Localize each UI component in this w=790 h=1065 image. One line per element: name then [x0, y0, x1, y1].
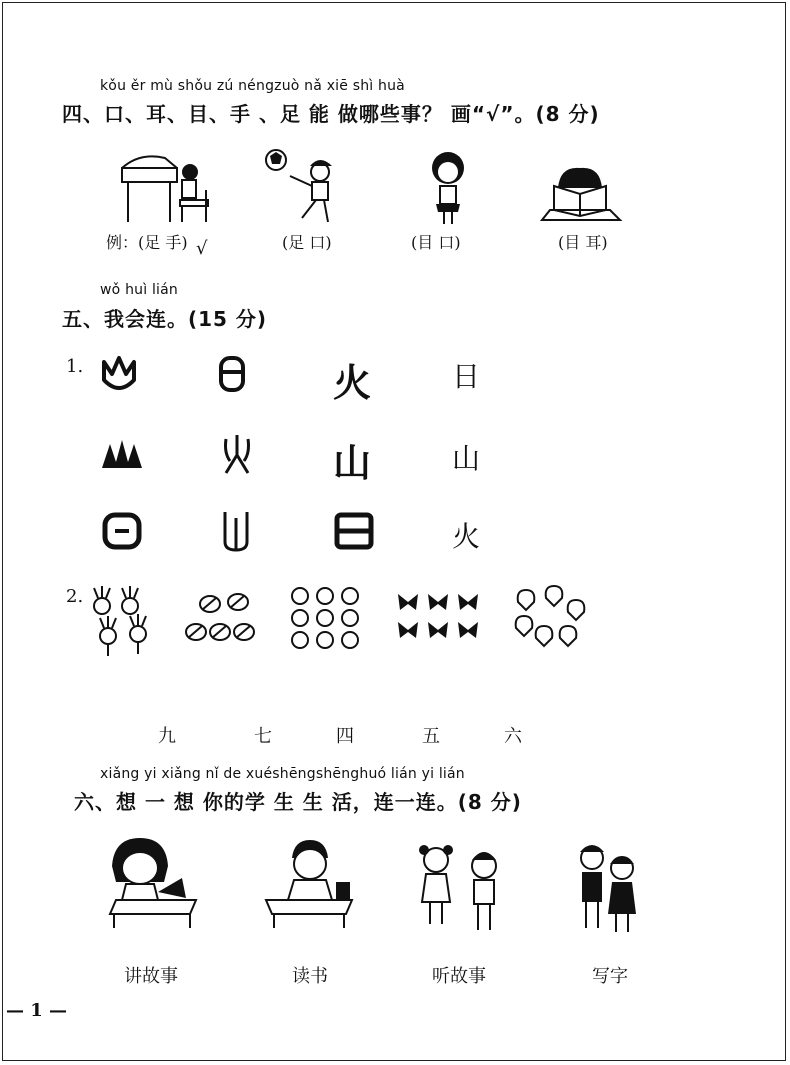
section5-title: 五、我会连。(15 分)	[62, 307, 268, 331]
oracle-fire-glyph	[100, 356, 138, 396]
section6-title: 六、想 一 想 你的学 生 生 活，连一连。(8 分)	[74, 790, 522, 814]
bronze-mountain-glyph	[222, 510, 250, 552]
soccer-boy-illustration	[262, 146, 342, 226]
number-word-7: 七	[254, 726, 272, 747]
part1-number: 1.	[66, 356, 84, 377]
caption-listen-story: 听故事	[432, 966, 486, 987]
part2-number: 2.	[66, 586, 84, 607]
bronze-fire-glyph	[220, 433, 254, 475]
butterfly-group	[394, 590, 488, 646]
caption-eating: (目 口)	[411, 233, 461, 252]
section4-pinyin: kǒu ěr mù shǒu zú néngzuò nǎ xiē shì huà	[100, 78, 405, 94]
modern-char-3: 火	[452, 520, 481, 553]
leaf-group	[184, 590, 258, 646]
modern-char-1: 日	[452, 360, 481, 393]
reading-child-illustration	[540, 158, 625, 224]
strawberry-group	[512, 582, 592, 648]
oracle-sun-glyph-1	[218, 356, 246, 392]
section6-pinyin: xiǎng yi xiǎng nǐ de xuéshēngshēnghuó lián yi lián	[100, 766, 465, 782]
section5-pinyin: wǒ huì lián	[100, 282, 178, 298]
caption-read-book: 读书	[292, 966, 328, 987]
caption-write: 写字	[592, 966, 628, 987]
seal-fire-char: 火	[332, 361, 371, 405]
modern-char-2: 山	[452, 442, 481, 475]
number-word-4: 四	[336, 726, 354, 747]
number-word-5: 五	[422, 726, 440, 747]
storytelling-girl-illustration	[104, 836, 200, 930]
caption-soccer: (足 口)	[282, 233, 332, 252]
oracle-mountain-glyph	[100, 438, 144, 472]
piano-girl-illustration	[120, 150, 215, 225]
section4-title: 四、口、耳、目、手 、足 能 做哪些事？ 画“√”。(8 分)	[62, 102, 600, 126]
listening-children-illustration	[414, 840, 506, 934]
storytelling-children-illustration	[572, 836, 644, 934]
radish-group	[88, 584, 158, 660]
smiley-group	[288, 586, 362, 650]
page-number: — 1 —	[6, 1000, 68, 1021]
check-mark-example: √	[196, 238, 208, 259]
seal-sun-glyph	[334, 512, 374, 550]
writing-boy-illustration	[262, 838, 358, 930]
girl-eating-illustration	[418, 148, 478, 226]
seal-mountain-char: 山	[332, 441, 371, 485]
caption-reading: (目 耳)	[558, 233, 608, 252]
caption-piano: 例：(足 手)	[106, 233, 188, 252]
number-word-9: 九	[158, 726, 176, 747]
caption-tell-story: 讲故事	[124, 966, 178, 987]
number-word-6: 六	[504, 726, 522, 747]
oracle-sun-glyph-2	[102, 512, 142, 550]
